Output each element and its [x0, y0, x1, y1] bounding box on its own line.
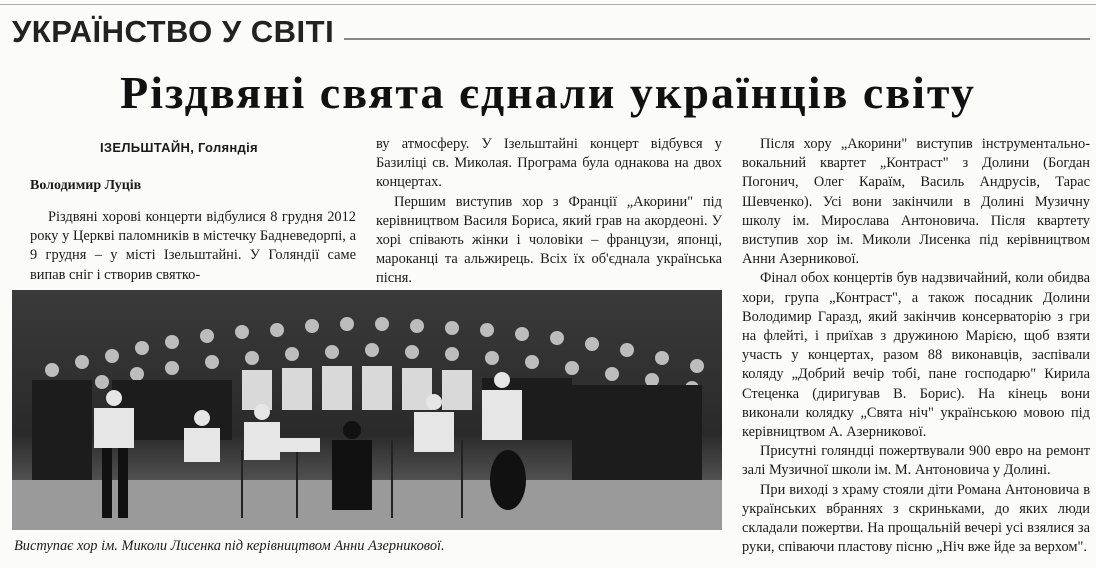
dateline: ІЗЕЛЬШТАЙН, Голяндія — [100, 140, 258, 155]
article-column-1 — [30, 208, 356, 285]
article-headline: Різдвяні свята єднали українців світу — [120, 67, 976, 118]
choir-photo-image — [12, 290, 722, 530]
section-label: УКРАЇНСТВО У СВІТІ — [12, 14, 335, 49]
choir-photo — [12, 290, 722, 530]
paragraph: При виході з храму стояли діти Романа Антоновича в українських вбраннях з скриньками, до яких люди складали пожертви. На прощальній вечері усі взялися за руки, співаючи пластову пісню „Ніч вже йде за верхом". — [742, 481, 1090, 556]
paragraph: Різдвяні хорові концерти відбулися 8 грудня 2012 року у Церкві паломників в містечку Бадневедорпі, а 9 грудня – у місті Ізельштайні. У Голяндії саме випав сніг і створив святко- — [30, 209, 356, 283]
paragraph: ву атмосферу. У Ізельштайні концерт відбувся у Базиліці св. Миколая. Програма була однакова на двох концертах. — [376, 136, 722, 191]
paragraph: Після хору „Акорини" виступив інструментально-вокальний квартет „Контраст" з Долини (Богдан Погонич, Олег Караїм, Василь Андрусів, Тарас Шевченко). Усі вони закінчили в Долині Музичну школу ім. Мирослава Антоновича. Після квартету виступив хор ім. Миколи Лисенка під керівництвом Анни Азерникової. — [742, 136, 1090, 268]
paragraph: Присутні голяндці пожертвували 900 евро на ремонт залі Музичної школи ім. М. Антоновича у Долині. — [742, 443, 1090, 479]
byline: Володимир Луців — [30, 178, 142, 193]
photo-caption: Виступає хор ім. Миколи Лисенка під керівництвом Анни Азерникової. — [14, 538, 445, 554]
section-rule — [344, 38, 1090, 40]
paragraph: Першим виступив хор з Франції „Акорини" під керівництвом Василя Бориса, який грав на акордеоні. У хорі співають жінки і чоловіки – французи, японці, мароканці та альжирець. Всіх їх об'єднала українська пісня. — [376, 193, 722, 287]
paragraph: Фінал обох концертів був надзвичайний, коли обидва хори, група „Контраст", а також посадник Долини Володимир Гаразд, який закінчив консерваторію з гри на флейті, і приїхав з дружиною Марією, щоб взяти участь у концертах, разом 88 виконавців, заспівали коляду „Добрий вечір тобі, пане господарю" Кирила Стеценка (диригував В. Борис). На кінець вони виконали колядку „Свята ніч" українською мовою під керівництвом А. Азерникової. — [742, 270, 1090, 441]
top-rule — [0, 4, 1096, 5]
article-column-2 — [376, 135, 722, 289]
article-column-3 — [742, 135, 1090, 557]
